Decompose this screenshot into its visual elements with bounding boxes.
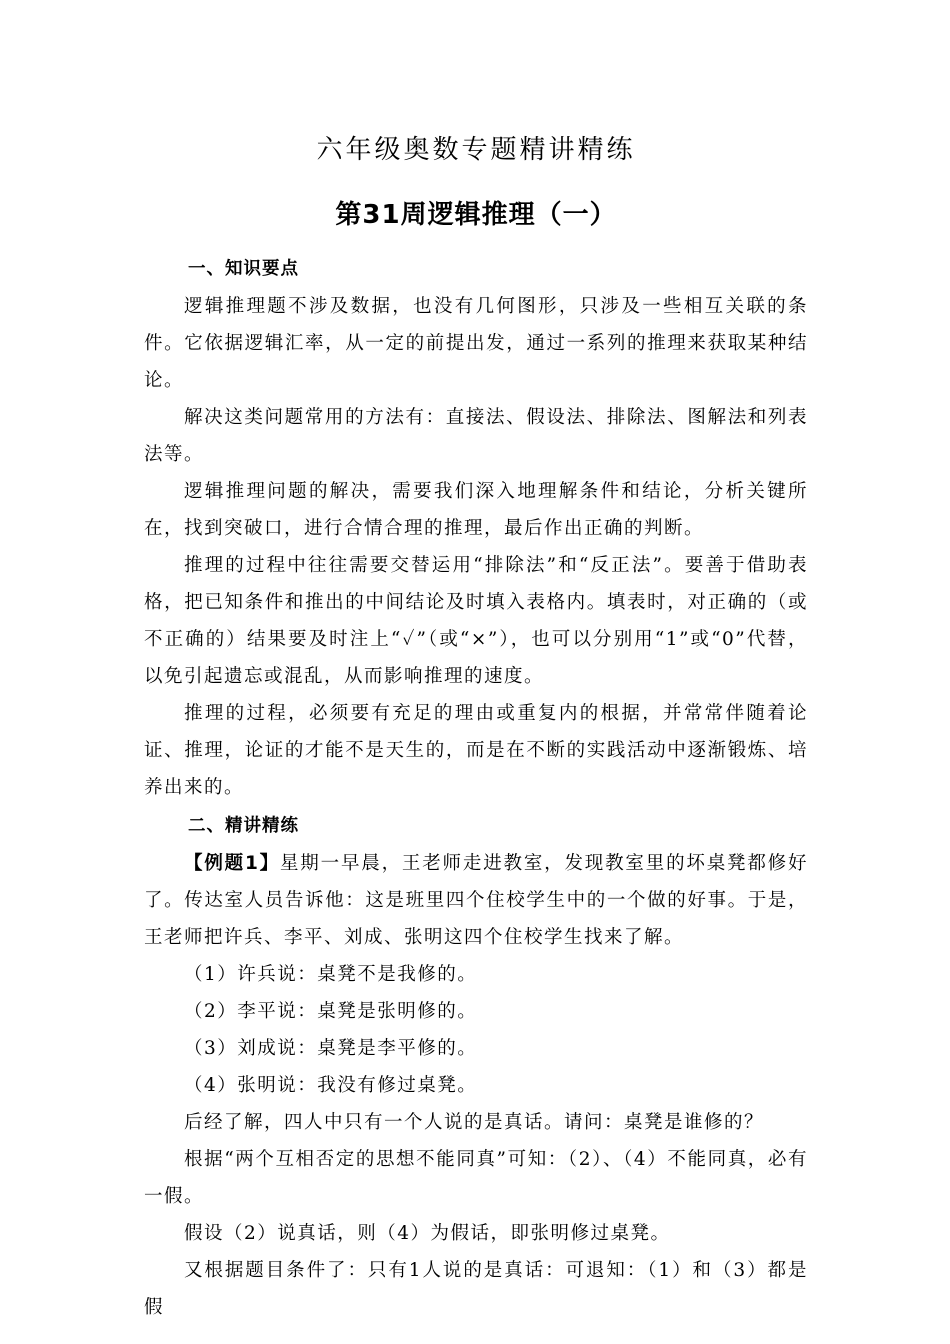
paragraph: 推理的过程中往往需要交替运用“排除法”和“反正法”。要善于借助表格，把已知条件和推出的中间结论及时填入表格内。填表时，对正确的（或不正确的）结果要及时注上“✓”（或“×”），也可以分别用“1”或“0”代替，以免引起遗忘或混乱，从而影响推理的速度。: [144, 555, 808, 687]
paragraph: 逻辑推理题不涉及数据，也没有几何图形，只涉及一些相互关联的条件。它依据逻辑汇率，从一定的前提出发，通过一系列的推理来获取某种结论。: [144, 296, 808, 391]
example-text: 星期一早晨，王老师走进教室，发现教室里的坏桌凳都修好了。传达室人员告诉他：这是班里四个住校学生中的一个做的好事。于是，王老师把许兵、李平、刘成、张明这四个住校学生找来了解。: [144, 853, 808, 948]
paragraph: 解决这类问题常用的方法有：直接法、假设法、排除法、图解法和列表法等。: [144, 407, 808, 465]
paragraph: 逻辑推理问题的解决，需要我们深入地理解条件和结论，分析关键所在，找到突破口，进行合情合理的推理，最后作出正确的判断。: [144, 481, 808, 539]
example-label: 【例题1】: [184, 853, 280, 874]
paragraph: 推理的过程，必须要有充足的理由或重复内的根据，并常常伴随着论证、推理，论证的才能不是天生的，而是在不断的实践活动中逐渐锻炼、培养出来的。: [144, 703, 808, 798]
paragraph: 假设（2）说真话，则（4）为假话，即张明修过桌凳。: [184, 1223, 671, 1244]
statement-item: （4）张明说：我没有修过桌凳。: [184, 1075, 478, 1096]
section-heading-knowledge-points: 一、知识要点: [188, 259, 299, 279]
statement-item: （1）许兵说：桌凳不是我修的。: [184, 964, 478, 985]
statement-item: （2）李平说：桌凳是张明修的。: [184, 1001, 478, 1022]
document-subtitle: 第31周逻辑推理（一）: [335, 200, 617, 230]
section-heading-practice: 二、精讲精练: [188, 816, 299, 836]
paragraph: 根据“两个互相否定的思想不能同真”可知：（2）、（4）不能同真，必有一假。: [144, 1149, 808, 1207]
document-content: [144, 130, 808, 1326]
example-paragraph: [144, 845, 808, 956]
paragraph: 又根据题目条件了：只有1人说的是真话：可退知：（1）和（3）都是假: [144, 1260, 808, 1318]
statement-item: （3）刘成说：桌凳是李平修的。: [184, 1038, 478, 1059]
document-title: 六年级奥数专题精讲精练: [316, 135, 636, 165]
paragraph: 后经了解，四人中只有一个人说的是真话。请问：桌凳是谁修的？: [184, 1112, 765, 1133]
